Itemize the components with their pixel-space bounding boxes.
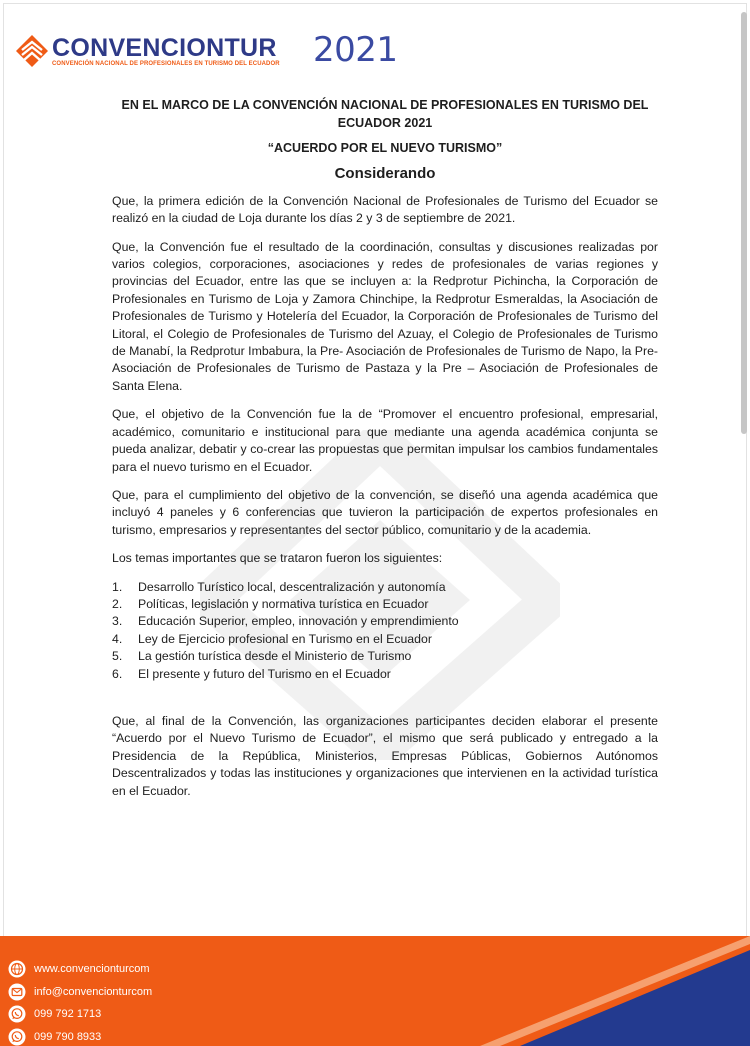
list-item (112, 631, 658, 648)
document-heading (112, 96, 658, 132)
list-item-text: Políticas, legislación y normativa turística en Ecuador (138, 596, 429, 611)
heading-line-1: EN EL MARCO DE LA CONVENCIÓN NACIONAL DE PROFESIONALES EN TURISMO DEL (121, 98, 649, 112)
paragraph-agenda: Que, para el cumplimiento del objetivo de la convención, se diseñó una agenda académica que incluyó 4 paneles y 6 conferencias que tuvieron la participación de expertos profesionales en turismo, empresarios y representantes del sector público, comunitario y de la academia. (112, 487, 658, 537)
scrollbar[interactable] (741, 12, 747, 434)
heading-line-2: ECUADOR 2021 (337, 116, 433, 130)
list-item-text: El presente y futuro del Turismo en el Ecuador (138, 666, 391, 681)
footer-contact (8, 958, 152, 1046)
topics-list (112, 579, 658, 683)
footer-phone-2[interactable] (8, 1026, 152, 1046)
mail-icon (8, 983, 26, 1001)
logo-wordmark: CONVENCIONTUR (52, 34, 277, 62)
list-item (112, 579, 658, 596)
footer-phone-1[interactable] (8, 1003, 152, 1026)
paragraph-objective: Que, el objetivo de la Convención fue la de “Promover el encuentro profesional, empresarial, académico, comunitario e institucional para que mediante una agenda académica conjunta se pueda analizar, debatir y co-crear las propuestas que permitan impulsar los cambios fundamentales para el nuevo turismo en el Ecuador. (112, 407, 658, 474)
whatsapp-icon (8, 1005, 26, 1023)
website-text: www.convencionturcom (34, 963, 150, 976)
list-item-text: La gestión turística desde el Ministerio de Turismo (138, 649, 412, 664)
document-body (112, 96, 658, 811)
list-item-text: Educación Superior, empleo, innovación y emprendimiento (138, 614, 459, 629)
list-item (112, 613, 658, 630)
whatsapp-icon (8, 1028, 26, 1046)
list-item (112, 666, 658, 683)
list-item-text: Ley de Ejercicio profesional en Turismo en el Ecuador (138, 631, 432, 646)
list-item (112, 596, 658, 613)
list-item-number: 1. (112, 579, 123, 594)
list-item (112, 648, 658, 665)
convenciontur-logo (14, 30, 398, 73)
list-item-number: 5. (112, 649, 123, 664)
email-text: info@convencionturcom (34, 985, 153, 998)
footer-website[interactable] (8, 958, 152, 981)
globe-icon (8, 960, 26, 978)
paragraph-topics-intro: Los temas importantes que se trataron fueron los siguientes: (112, 551, 443, 566)
list-item-number: 3. (112, 614, 123, 629)
paragraph-closing: Que, al final de la Convención, las organizaciones participantes deciden elaborar el presente “Acuerdo por el Nuevo Turismo de Ecuador”, el mismo que será publicado y entregado a la Presidencia de la República, Ministerios, Empresas Públicas, Gobiernos Autónomos Descentralizados y todas las instituciones y organizaciones que intervienen en la actividad turística en el Ecuador. (112, 713, 658, 798)
paragraph-organizers: Que, la Convención fue el resultado de la coordinación, consultas y discusiones realizadas por varios colegios, corporaciones, asociaciones y redes de profesionales de varias regiones y provincias del Ecuador, entre las que se incluyen a: la Redprotur Pichincha, la Corporación de Profesionales en Turismo de Loja y Zamora Chinchipe, la Redprotur Esmeraldas, la Asociación de Profesionales de Turismo y Hotelería del Ecuador, la Corporación de Profesionales de Turismo del Litoral, el Colegio de Profesionales de Turismo del Azuay, el Colegio de Profesionales de Turismo de Manabí, la Redprotur Imbabura, la Pre- Asociación de Profesionales de Turismo de Napo, la Pre- Asociación de Profesionales de Turismo de Pastaza y la Pre – Asociación de Profesionales de Santa Elena. (112, 239, 658, 393)
document-subtitle: “ACUERDO POR EL NUEVO TURISMO” (267, 141, 503, 155)
logo-diamond-icon (14, 33, 50, 69)
list-item-number: 6. (112, 666, 123, 681)
list-item-text: Desarrollo Turístico local, descentralización y autonomía (138, 579, 446, 594)
phone-1-text: 099 792 1713 (34, 1008, 102, 1021)
section-title: Considerando (334, 165, 436, 183)
list-item-number: 2. (112, 596, 123, 611)
paragraph-first-edition: Que, la primera edición de la Convención Nacional de Profesionales de Turismo del Ecuador se realizó en la ciudad de Loja durante los días 2 y 3 de septiembre de 2021. (112, 193, 658, 226)
phone-2-text: 099 790 8933 (34, 1030, 102, 1043)
logo-tagline: CONVENCIÓN NACIONAL DE PROFESIONALES EN TURISMO DEL ECUADOR (52, 61, 280, 67)
logo-year: 2021 (313, 30, 398, 70)
footer-email[interactable] (8, 981, 152, 1004)
list-item-number: 4. (112, 631, 123, 646)
